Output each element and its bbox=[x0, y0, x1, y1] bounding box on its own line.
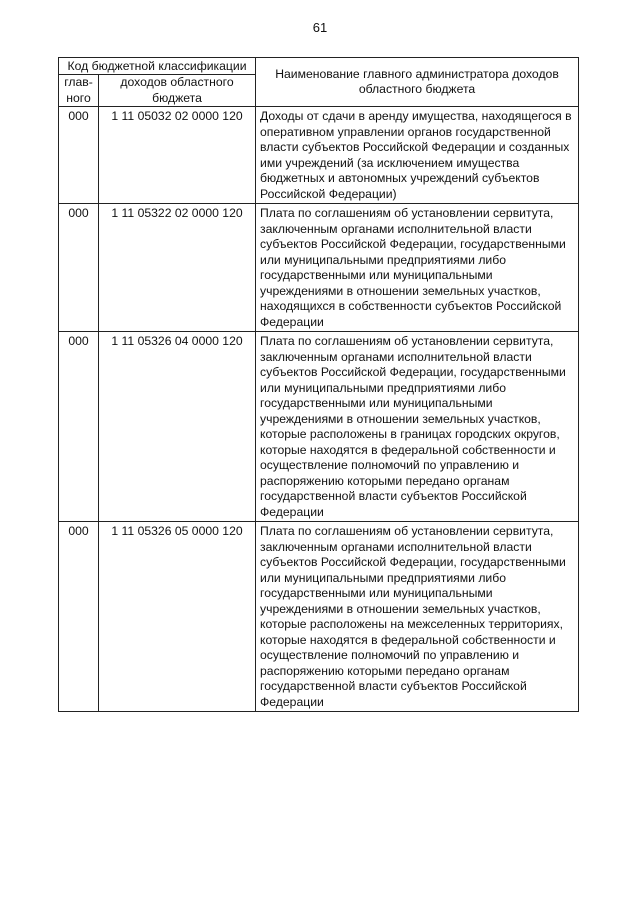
header-administrator-name: Наименование главного администратора доходов областного бюджета bbox=[256, 58, 579, 107]
income-code-cell: 1 11 05032 02 0000 120 bbox=[99, 107, 256, 204]
budget-classification-table bbox=[58, 57, 579, 712]
income-name-cell: Плата по соглашениям об установлении сервитута, заключенным органами исполнительной власти субъектов Российской Федерации, государственными или муниципальными предприятиями либо государственными или муниципальными учреждениями в отношении земельных участков, которые расположены на межселенных территориях, которые находятся в федеральной собственности и осуществление полномочий по управлению и распоряжению которыми передано органам государственной власти субъектов Российской Федерации bbox=[256, 522, 579, 712]
header-main-administrator: глав-ного bbox=[59, 75, 99, 107]
header-row-top bbox=[59, 58, 579, 75]
header-regional-budget-income: доходов областного бюджета bbox=[99, 75, 256, 107]
admin-code-cell: 000 bbox=[59, 522, 99, 712]
income-name-cell: Доходы от сдачи в аренду имущества, находящегося в оперативном управлении органов государственной власти субъектов Российской Федерации и созданных ими учреждений (за исключением имущества бюджетных и автономных учреждений субъектов Российской Федерации) bbox=[256, 107, 579, 204]
admin-code-cell: 000 bbox=[59, 107, 99, 204]
table-row bbox=[59, 107, 579, 204]
table-row bbox=[59, 204, 579, 332]
table-row bbox=[59, 332, 579, 522]
income-code-cell: 1 11 05326 04 0000 120 bbox=[99, 332, 256, 522]
income-code-cell: 1 11 05322 02 0000 120 bbox=[99, 204, 256, 332]
admin-code-cell: 000 bbox=[59, 332, 99, 522]
income-name-cell: Плата по соглашениям об установлении сервитута, заключенным органами исполнительной власти субъектов Российской Федерации, государственными или муниципальными предприятиями либо государственными или муниципальными учреждениями в отношении земельных участков, находящихся в собственности субъектов Российской Федерации bbox=[256, 204, 579, 332]
income-code-cell: 1 11 05326 05 0000 120 bbox=[99, 522, 256, 712]
header-budget-classification-code: Код бюджетной классификации bbox=[59, 58, 256, 75]
page-number: 61 bbox=[312, 20, 328, 35]
table-row bbox=[59, 522, 579, 712]
admin-code-cell: 000 bbox=[59, 204, 99, 332]
income-name-cell: Плата по соглашениям об установлении сервитута, заключенным органами исполнительной власти субъектов Российской Федерации, государственными или муниципальными предприятиями либо государственными или муниципальными учреждениями в отношении земельных участков, которые расположены в границах городских округов, которые находятся в федеральной собственности и осуществление полномочий по управлению и распоряжению которыми передано органам государственной власти субъектов Российской Федерации bbox=[256, 332, 579, 522]
